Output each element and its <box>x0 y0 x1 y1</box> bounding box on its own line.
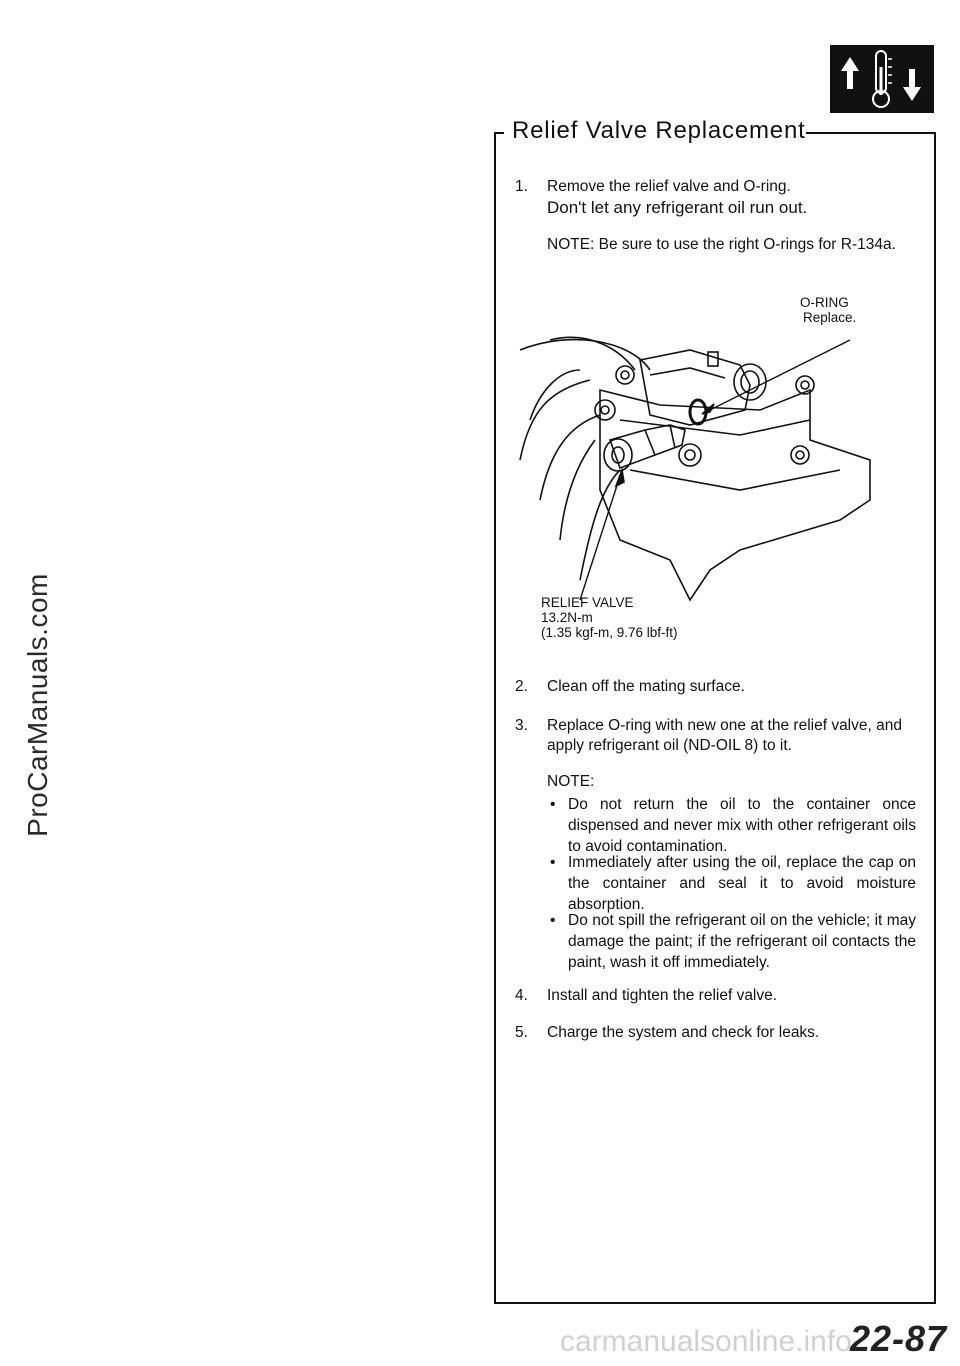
page-number: 22-87 <box>850 1318 948 1359</box>
arrow-up-icon <box>841 57 859 89</box>
frame-top-right <box>806 132 934 134</box>
step-3-cont: apply refrigerant oil (ND-OIL 8) to it. <box>547 737 792 754</box>
arrow-down-icon <box>903 69 921 101</box>
callout-oring: O-RING Replace. <box>800 295 857 325</box>
callout-relief-valve: RELIEF VALVE 13.2N-m (1.35 kgf-m, 9.76 lbf-ft) <box>541 595 678 640</box>
thermometer-icon <box>873 51 892 107</box>
step-1-sub: Don't let any refrigerant oil run out. <box>547 198 808 217</box>
frame-top-left <box>494 132 504 134</box>
step-3-note-label: NOTE: <box>547 773 595 790</box>
note-bullet: • Do not spill the refrigerant oil on the vehicle; it may damage the paint; if the refrigerant oil contacts the paint, wash it off immediately. <box>550 912 916 971</box>
step-1-note: NOTE: Be sure to use the right O-rings for R-134a. <box>547 236 896 253</box>
note-bullet: • Immediately after using the oil, replace the cap on the container and seal it to avoid moisture absorption. <box>550 854 916 913</box>
bottom-watermark: carmanualsonline.info <box>560 1325 852 1358</box>
side-watermark: ProCarManuals.com <box>22 573 53 837</box>
climate-control-icon <box>830 45 934 113</box>
relief-valve-diagram <box>510 330 910 630</box>
section-title: Relief Valve Replacement <box>512 117 806 144</box>
note-bullet: • Do not return the oil to the container once dispensed and never mix with other refrigerant oils to avoid contamination. <box>550 796 916 855</box>
